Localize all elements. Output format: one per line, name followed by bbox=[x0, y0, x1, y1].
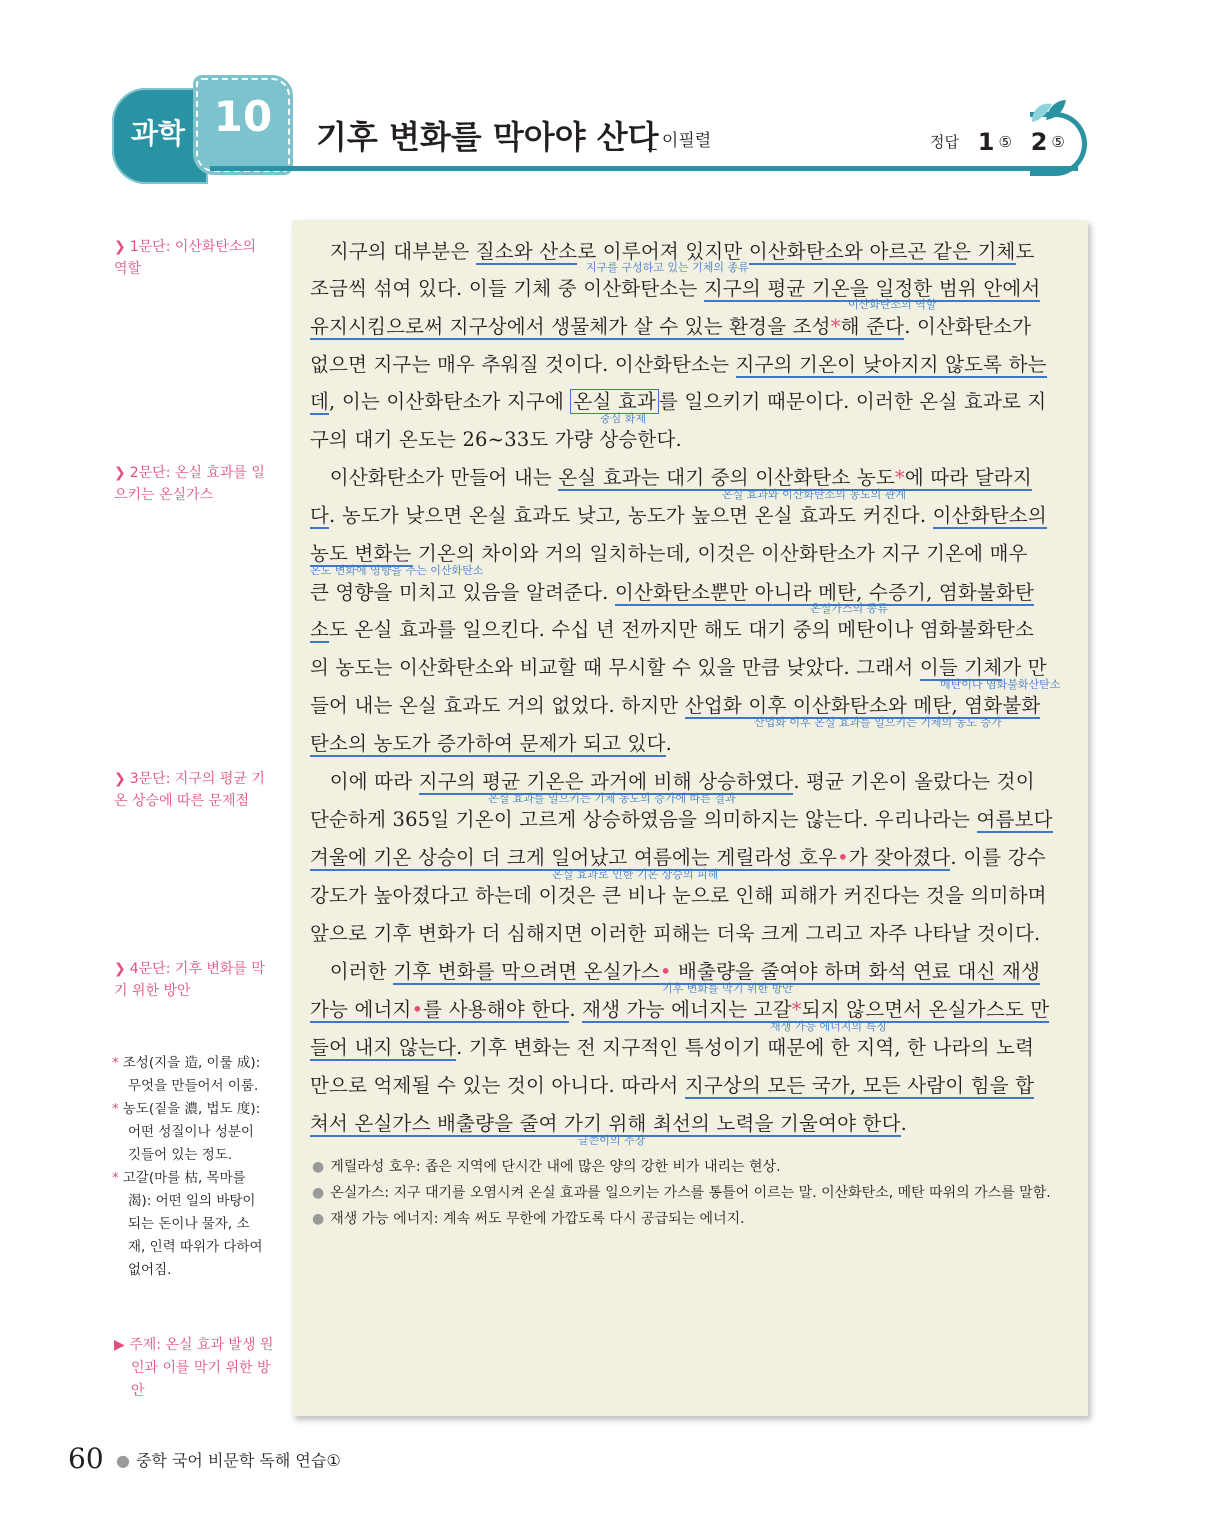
page-number: 60 bbox=[68, 1442, 104, 1475]
passage-line: 데, 이는 이산화탄소가 지구에 온실 효과 를 일으키기 때문이다. 이러한 온실 효과로 지 bbox=[310, 390, 1047, 413]
annotation: 온실 효과로 인한 기온 상승의 피해 bbox=[552, 868, 719, 881]
passage-line: 가능 에너지•를 사용해야 한다. 재생 가능 에너지는 고갈*되지 않으면서 온실가스도 만 bbox=[310, 998, 1050, 1021]
lesson-number: 10 bbox=[213, 92, 273, 141]
glossary-item: * 조성(지을 造, 이룰 成): 무엇을 만들어서 이룸. bbox=[112, 1055, 261, 1094]
theme-summary: ▶ 주제: 온실 효과 발생 원인과 이를 막기 위한 방안 bbox=[114, 1337, 274, 1399]
passage-line: 의 농도는 이산화탄소와 비교할 때 무시할 수 있을 만큼 낮았다. 그래서 이들 기체가 만 bbox=[310, 656, 1047, 679]
footnote-item: ● 재생 가능 에너지: 계속 써도 무한에 가깝도록 다시 공급되는 에너지. bbox=[312, 1211, 745, 1227]
footnotes bbox=[312, 1154, 1072, 1232]
passage-line: 농도 변화는 기온의 차이와 거의 일치하는데, 이것은 이산화탄소가 지구 기온에 매우 bbox=[310, 542, 1028, 565]
side-note-p4: ❯ 4문단: 기후 변화를 막기 위한 방안 bbox=[114, 961, 265, 999]
passage-line: 이에 따라 지구의 평균 기온은 과거에 비해 상승하였다. 평균 기온이 올랐다는 것이 bbox=[329, 770, 1035, 793]
annotation: 온도 변화에 영향을 주는 이산화탄소 bbox=[310, 564, 484, 577]
annotation: 온실가스의 종류 bbox=[810, 602, 888, 615]
annotation: 메탄이나 염화불화산탄소 bbox=[940, 678, 1061, 691]
footnote-item: ● 게릴라성 호우: 좁은 지역에 단시간 내에 많은 양의 강한 비가 내리는 현상. bbox=[312, 1159, 781, 1175]
book-title: ● 중학 국어 비문학 독해 연습① bbox=[116, 1451, 341, 1470]
answer1-choice: ⑤ bbox=[998, 133, 1012, 151]
side-note-p1: ❯ 1문단: 이산화탄소의 역할 bbox=[114, 239, 257, 277]
annotation: 온실 효과와 이산화탄소의 농도의 관계 bbox=[722, 488, 907, 501]
passage-line: 탄소의 농도가 증가하여 문제가 되고 있다. bbox=[310, 732, 673, 755]
passage-line: 쳐서 온실가스 배출량을 줄여 가기 위해 최선의 노력을 기울여야 한다. bbox=[310, 1112, 908, 1135]
answer-label: 정답 bbox=[930, 133, 959, 151]
passage-line: 조금씩 섞여 있다. 이들 기체 중 이산화탄소는 지구의 평균 기온을 일정한 범위 안에서 bbox=[310, 277, 1041, 300]
answer2-number: 2 bbox=[1030, 128, 1048, 156]
answer2-choice: ⑤ bbox=[1051, 133, 1065, 151]
passage-line: 지구의 대부분은 질소와 산소로 이루어져 있지만 이산화탄소와 아르곤 같은 기체도 bbox=[329, 240, 1035, 263]
annotation: 지구를 구성하고 있는 기체의 종류 bbox=[586, 261, 749, 274]
glossary-item: * 고갈(마를 枯, 목마를 渴): 어떤 일의 바탕이 되는 돈이나 물자, 소재, 인력 따위가 다하여 없어짐. bbox=[112, 1170, 263, 1278]
annotation: 기후 변화를 막기 위한 방안 bbox=[662, 982, 793, 995]
title-underline bbox=[210, 166, 1078, 171]
passage-line: 만으로 억제될 수 있는 것이 아니다. 따라서 지구상의 모든 국가, 모든 사람이 힘을 합 bbox=[310, 1074, 1035, 1097]
passage-line: 앞으로 기후 변화가 더 심해지면 이러한 피해는 더욱 크게 그리고 자주 나타날 것이다. bbox=[310, 922, 1041, 945]
passage-line: 큰 영향을 미치고 있음을 알려준다. 이산화탄소뿐만 아니라 메탄, 수증기, 염화불화탄 bbox=[310, 581, 1035, 604]
passage-line: 유지시킴으로써 지구상에서 생물체가 살 수 있는 환경을 조성*해 준다. 이산화탄소가 bbox=[310, 315, 1032, 338]
passage-line: 강도가 높아졌다고 하는데 이것은 큰 비나 눈으로 인해 피해가 커진다는 것을 의미하며 bbox=[310, 884, 1047, 907]
annotation: 이산화탄소의 역할 bbox=[848, 298, 937, 311]
annotation: 온실 효과를 일으키는 기체 농도의 증가에 따른 결과 bbox=[488, 792, 736, 805]
passage-line: 소도 온실 효과를 일으킨다. 수십 년 전까지만 해도 대기 중의 메탄이나 염화불화탄소 bbox=[310, 618, 1035, 641]
passage-line: 겨울에 기온 상승이 더 크게 일어났고 여름에는 게릴라성 호우•가 잦아졌다. 이를 강수 bbox=[310, 846, 1046, 869]
footnote-item: ● 온실가스: 지구 대기를 오염시켜 온실 효과를 일으키는 가스를 통틀어 이르는 말. 이산화탄소, 메탄 따위의 가스를 말함. bbox=[312, 1185, 1051, 1201]
passage-line: 없으면 지구는 매우 추워질 것이다. 이산화탄소는 지구의 기온이 낮아지지 않도록 하는 bbox=[310, 353, 1047, 376]
passage-line: 구의 대기 온도는 26~33도 가량 상승한다. bbox=[310, 428, 682, 451]
author: _ 이필렬 bbox=[648, 131, 712, 151]
annotation: 산업화 이후 온실 효과를 일으키는 기체의 농도 증가 bbox=[754, 716, 1002, 729]
glossary bbox=[112, 1052, 266, 1282]
leaf-icon bbox=[1028, 98, 1068, 124]
side-note-p2: ❯ 2문단: 온실 효과를 일으키는 온실가스 bbox=[114, 465, 265, 503]
side-note-p3: ❯ 3문단: 지구의 평균 기온 상승에 따른 문제점 bbox=[114, 771, 265, 809]
subject-label: 과학 bbox=[130, 117, 186, 150]
answer-key bbox=[930, 128, 1065, 156]
passage-line: 들어 내는 온실 효과도 거의 없었다. 하지만 산업화 이후 이산화탄소와 메탄, 염화불화 bbox=[310, 694, 1041, 717]
passage-line: 다. 농도가 낮으면 온실 효과도 낮고, 농도가 높으면 온실 효과도 커진다. 이산화탄소의 bbox=[310, 504, 1047, 527]
page-title: 기후 변화를 막아야 산다 bbox=[316, 118, 659, 156]
annotation: 재생 가능 에너지의 특징 bbox=[770, 1020, 887, 1033]
glossary-item: * 농도(짙을 濃, 법도 度): 어떤 성질이나 성분이 깃들어 있는 정도. bbox=[112, 1101, 261, 1163]
passage-line: 들어 내지 않는다. 기후 변화는 전 지구적인 특성이기 때문에 한 지역, 한 나라의 노력 bbox=[310, 1036, 1035, 1059]
answer1-number: 1 bbox=[977, 128, 995, 156]
annotation: 글쓴이의 주장 bbox=[578, 1134, 646, 1147]
passage-line: 이러한 기후 변화를 막으려면 온실가스• 배출량을 줄여야 하며 화석 연료 대신 재생 bbox=[329, 960, 1041, 983]
annotation: 중심 화제 bbox=[600, 412, 647, 425]
passage-line: 단순하게 365일 기온이 고르게 상승하였음을 의미하지는 않는다. 우리나라는 여름보다 bbox=[310, 808, 1053, 831]
passage-line: 이산화탄소가 만들어 내는 온실 효과는 대기 중의 이산화탄소 농도*에 따라 달라지 bbox=[329, 466, 1032, 489]
